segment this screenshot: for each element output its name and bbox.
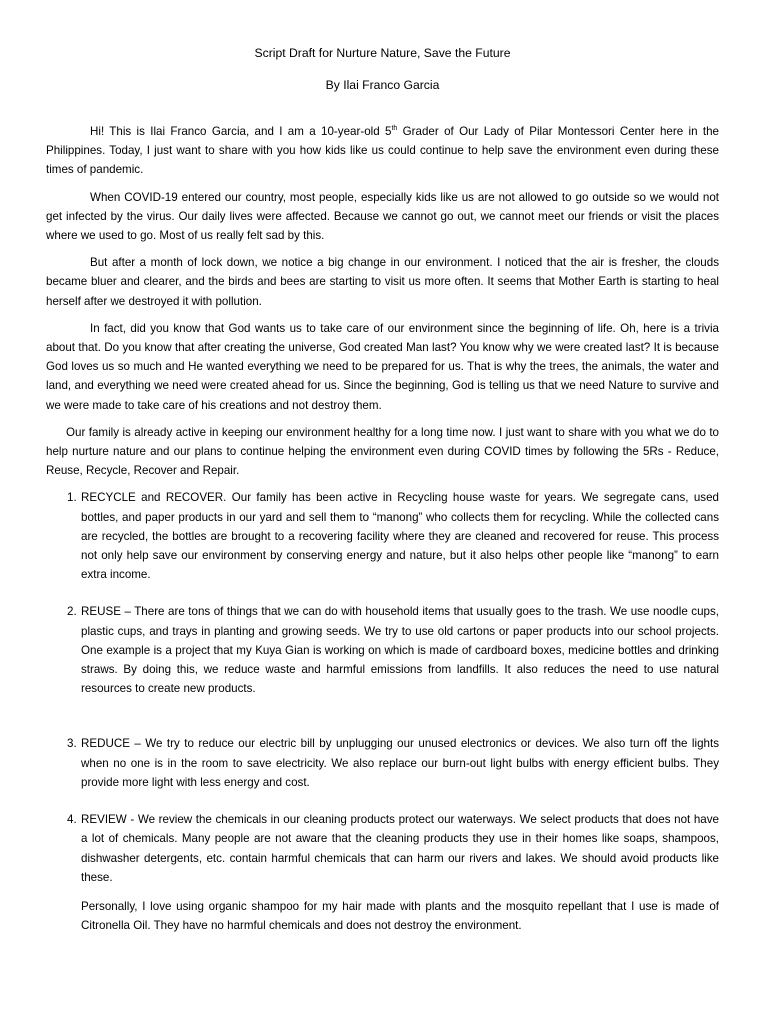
list-item-text: REUSE – There are tons of things that we can do with household items that usually goes to the trash. We use noodle cups, plastic cups, and trays in planting and growing seeds. We try to use old cartons or paper products into our school projects. One example is a project that my Kuya Gian is working on which is made of cardboard boxes, medicine bottles and drinking straws. By doing this, we reduce waste and harmful emissions from landfills. It also reduces the need to use natural resources to create new products.	[81, 605, 719, 696]
paragraph-lockdown: But after a month of lock down, we notice a big change in our environment. I noticed that the air is fresher, the clouds became bluer and clearer, and the birds and bees are starting to visit us more often. It seems that Mother Earth is starting to heal herself after we destroyed it with pollution.	[46, 256, 719, 308]
paragraph-god: In fact, did you know that God wants us to take care of our environment since the beginning of life. Oh, here is a trivia about that. Do you know that after creating the universe, God created Man last? You know why we were created last? It is because God loves us so much and He wanted everything we need to be prepared for us. That is why the trees, the animals, the water and land, and everything we need were created ahead for us. Since the beginning, God is telling us that we need Nature to survive and we were made to take care of his creations and not destroy them.	[46, 321, 719, 412]
ordinal-suffix: th	[391, 125, 398, 133]
paragraph-intro	[46, 122, 719, 180]
paragraph-covid: When COVID-19 entered our country, most people, especially kids like us are not allowed to go outside so we would not get infected by the virus. Our daily lives were affected. Because we cannot go out, we cannot meet our friends or visit the places where we used to go. Most of us really felt sad by this.	[46, 190, 719, 243]
list-item-text: REVIEW - We review the chemicals in our cleaning products protect our waterways. We select products that does not have a lot of chemicals. Many people are not aware that the cleaning products they use in their homes like soaps, shampoos, dishwasher detergents, etc. contain harmful chemicals that can harm our rivers and lakes. We should avoid products like these.	[81, 813, 719, 884]
paragraph-intro-text-b: Grader of Our Lady of Pilar Montessori Center here in the Philippines. Today, I just want to share with you how kids like us could continue to help save the environment even during these times of pandemic.	[46, 125, 719, 177]
paragraph-family: Our family is already active in keeping our environment healthy for a long time now. I just want to share with you what we do to help nurture nature and our plans to continue helping the environment even during COVID times by following the 5Rs - Reduce, Reuse, Recycle, Recover and Repair.	[46, 425, 719, 478]
paragraph-personal: Personally, I love using organic shampoo for my hair made with plants and the mosquito repellant that I use is made of Citronella Oil. They have no harmful chemicals and does not destroy the environment.	[81, 899, 719, 933]
list-item-number: 3.	[67, 737, 77, 751]
document-title: Script Draft for Nurture Nature, Save the Future	[254, 46, 511, 60]
list-item	[46, 734, 719, 792]
list-item	[46, 488, 719, 584]
list-item-text: REDUCE – We try to reduce our electric bill by unplugging our unused electronics or devices. We also turn off the lights when no one is in the room to save electricity. We also replace our burn-out light bulbs with energy efficient bulbs. They provide more light with less energy and cost.	[81, 737, 719, 789]
list-item-number: 1.	[67, 491, 77, 505]
paragraph-intro-text-a: Hi! This is Ilai Franco Garcia, and I am a 10-year-old 5	[90, 125, 392, 138]
list-item-number: 2.	[67, 605, 77, 619]
list-item-number: 4.	[67, 813, 77, 827]
document-author: By Ilai Franco Garcia	[325, 78, 440, 92]
list-item	[46, 602, 719, 698]
list-item	[46, 810, 719, 887]
five-rs-list	[46, 488, 719, 886]
list-item-text: RECYCLE and RECOVER. Our family has been active in Recycling house waste for years. We segregate cans, used bottles, and paper products in our yard and sell them to “manong” who collects them for recycling. While the collected cans are recycled, the bottles are brought to a recovering facility where they are cleaned and recovered for reuse. This process not only help save our environment by conserving energy and nature, but it also helps other people like “manong” to earn extra income.	[81, 491, 719, 582]
